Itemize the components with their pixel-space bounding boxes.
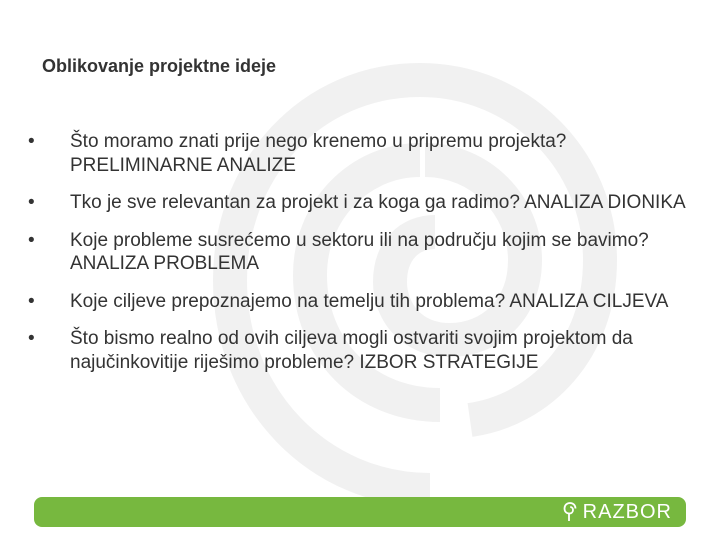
slide-title: Oblikovanje projektne ideje	[42, 56, 277, 76]
bullet-text: Tko je sve relevantan za projekt i za koga ga radimo? ANALIZA DIONIKA	[70, 192, 686, 213]
bullet-marker: •	[28, 131, 35, 152]
bullet-marker: •	[28, 290, 35, 312]
list-item	[28, 191, 698, 215]
bullet-marker: •	[28, 229, 35, 251]
bullet-marker: •	[28, 328, 35, 349]
razbor-logo-icon	[563, 501, 577, 523]
list-item	[28, 290, 698, 314]
list-item	[28, 130, 698, 177]
bullet-text: Koje ciljeve prepoznajemo na temelju tih problema? ANALIZA CILJEVA	[70, 290, 669, 312]
bullet-text: Što bismo realno od ovih ciljeva mogli ostvariti svojim projektom da najučinkovitije riješimo probleme? IZBOR STRATEGIJE	[70, 328, 633, 373]
bullet-text: Što moramo znati prije nego krenemo u pripremu projekta? PRELIMINARNE ANALIZE	[70, 131, 567, 176]
list-item	[28, 327, 698, 374]
bullet-list	[28, 130, 698, 388]
brand-logo	[563, 500, 672, 524]
list-item	[28, 229, 698, 276]
bullet-marker: •	[28, 192, 35, 213]
bullet-text: Koje probleme susrećemo u sektoru ili na području kojim se bavimo? ANALIZA PROBLEMA	[70, 229, 649, 274]
footer-bar	[34, 497, 686, 527]
brand-name: RAZBOR	[582, 501, 672, 523]
